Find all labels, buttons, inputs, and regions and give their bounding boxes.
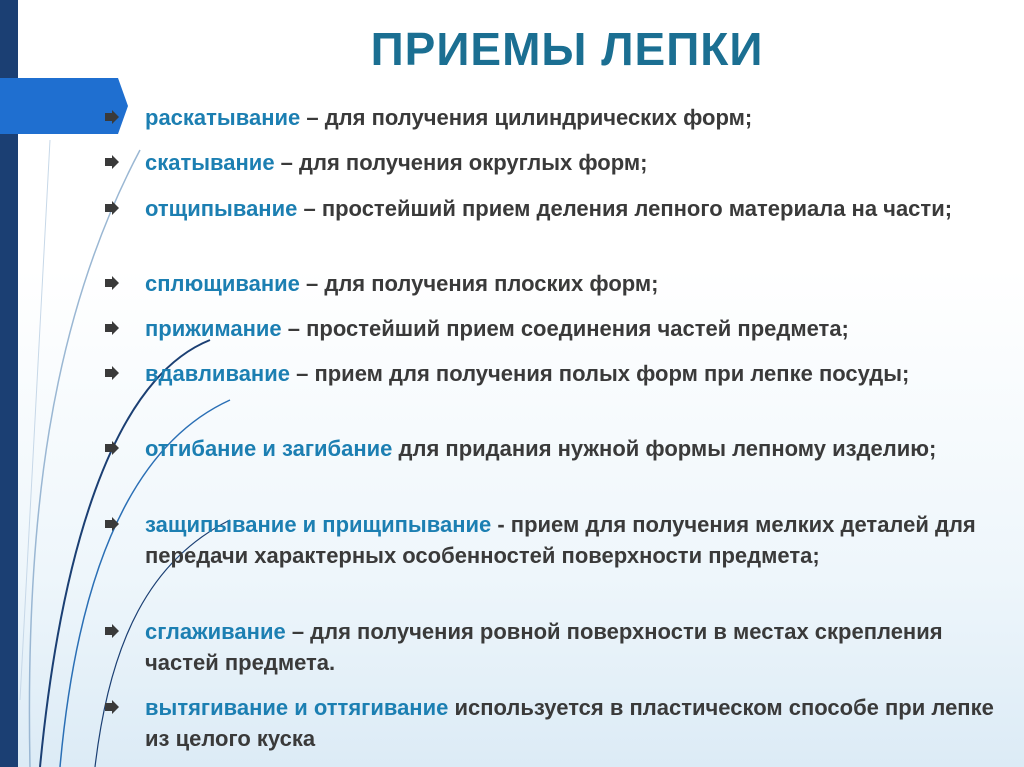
list-item [105,268,1010,299]
arrow-bullet-icon [105,110,119,124]
term: прижимание [145,316,282,341]
description: – простейший прием деления лепного материала на части; [297,196,953,221]
term: отщипывание [145,196,298,221]
list-item [105,616,1010,678]
description: - прием для получения мелких деталей для передачи характерных особенностей поверхности предмета; [145,512,976,568]
description: – для получения цилиндрических форм; [300,105,753,130]
arrow-bullet-icon [105,441,119,455]
arrow-bullet-icon [105,201,119,215]
term: сплющивание [145,271,300,296]
arrow-bullet-icon [105,366,119,380]
list-item [105,193,1010,224]
term: вдавливание [145,361,290,386]
term: защипывание и прищипывание [145,512,492,537]
description: – для получения плоских форм; [299,271,659,296]
arrow-bullet-icon [105,517,119,531]
term: сглаживание [145,619,286,644]
list-item [105,358,1010,389]
description: – для получения ровной поверхности в местах скрепления частей предмета. [145,619,943,675]
description: – для получения округлых форм; [274,150,648,175]
description: для придания нужной формы лепному изделию; [392,436,937,461]
arrow-bullet-icon [105,276,119,290]
list-item [105,313,1010,344]
list-item [105,433,1010,464]
arrow-bullet-icon [105,624,119,638]
list-item [105,692,1010,754]
term: вытягивание и оттягивание [145,695,449,720]
list-item [105,509,1010,571]
term: скатывание [145,150,275,175]
list-item [105,102,1010,133]
description: – прием для получения полых форм при лепке посуды; [289,361,910,386]
arrow-bullet-icon [105,700,119,714]
description: – простейший прием соединения частей предмета; [281,316,849,341]
term: отгибание и загибание [145,436,393,461]
arrow-bullet-icon [105,155,119,169]
term: раскатывание [145,105,301,130]
arrow-bullet-icon [105,321,119,335]
list-item [105,147,1010,178]
description: используется в пластическом способе при лепке из целого куска [145,695,994,751]
page-title: ПРИЕМЫ ЛЕПКИ [370,23,764,75]
